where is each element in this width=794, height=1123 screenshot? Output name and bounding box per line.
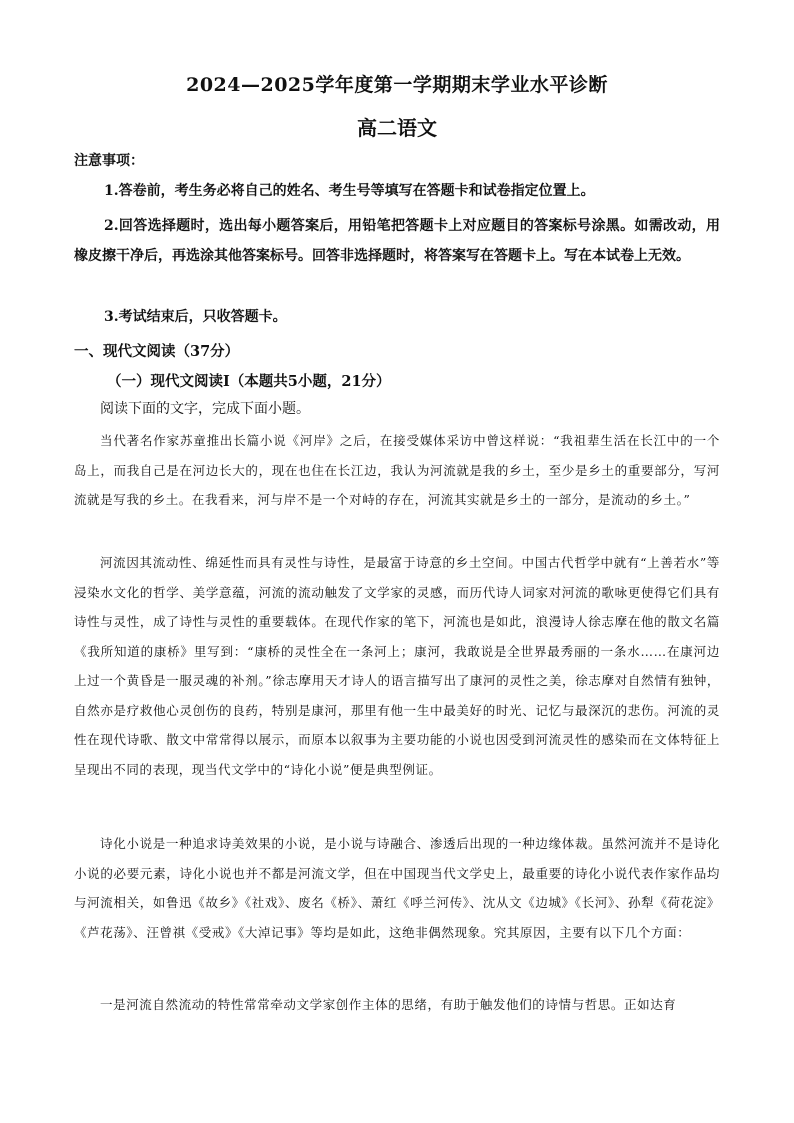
notice-heading: 注意事项： xyxy=(74,153,144,169)
subsection-heading: （一）现代文阅读Ⅰ（本题共5小题，21分） xyxy=(107,373,391,390)
passage-paragraph-2: 河流因其流动性、绵延性而具有灵性与诗性，是最富于诗意的乡土空间。中国古代哲学中就有“上善若水”等浸染水文化的哲学、美学意蕴，河流的流动触发了文学家的灵感，而历代诗人词家对河流的歌咏更使得它们具有诗性与灵性，成了诗性与灵性的重要载体。在现代作家的笔下，河流也是如此，浪漫诗人徐志摩在他的散文名篇《我所知道的康桥》里写到：“康桥的灵性全在一条河上；康河，我敢说是全世界最秀丽的一条水……在康河边上过一个黄昏是一服灵魂的补剂。”徐志摩用天才诗人的语言描写出了康河的灵性之美，徐志摩对自然情有独钟，自然亦是疗救他心灵创伤的良药，特别是康河，那里有他一生中最美好的时光、记忆与最深沉的悲伤。河流的灵性在现代诗歌、散文中常常得以展示，而原本以叙事为主要功能的小说也因受到河流灵性的感染而在文体特征上呈现出不同的表现，现当代文学中的“诗化小说”便是典型例证。 xyxy=(74,555,720,777)
section-heading: 一、现代文阅读（37分） xyxy=(74,343,240,360)
exam-subject: 高二语文 xyxy=(357,116,437,140)
notice-item-1: 1.答卷前，考生务必将自己的姓名、考生号等填写在答题卡和试卷指定位置上。 xyxy=(104,183,595,199)
passage-paragraph-3: 诗化小说是一种追求诗美效果的小说，是小说与诗融合、渗透后出现的一种边缘体裁。虽然河流并不是诗化小说的必要元素，诗化小说也并不都是河流文学，但在中国现当代文学史上，最重要的诗化小说代表作家作品均与河流相关，如鲁迅《故乡》《社戏》、废名《桥》、萧红《呼兰河传》、沈从文《边城》《长河》、孙犁《荷花淀》《芦花荡》、汪曾祺《受戒》《大淖记事》等均是如此，这绝非偶然现象。究其原因，主要有以下几个方面： xyxy=(74,836,720,940)
passage-paragraph-4: 一是河流自然流动的特性常常牵动文学家创作主体的思绪，有助于触发他们的诗情与哲思。正如达育 xyxy=(100,997,677,1012)
passage-paragraph-1: 当代著名作家苏童推出长篇小说《河岸》之后，在接受媒体采访中曾这样说：“我祖辈生活在长江中的一个岛上，而我自己是在河边长大的，现在也住在长江边，我认为河流就是我的乡土，至少是乡土的重要部分，写河流就是写我的乡土。在我看来，河与岸不是一个对峙的存在，河流其实就是乡土的一部分，是流动的乡土。” xyxy=(74,433,720,507)
notice-item-2: 2.回答选择题时，选出每小题答案后，用铅笔把答题卡上对应题目的答案标号涂黑。如需改动，用橡皮擦干净后，再选涂其他答案标号。回答非选择题时，将答案写在答题卡上。写在本试卷上无效。 xyxy=(74,218,720,264)
reading-instruction: 阅读下面的文字，完成下面小题。 xyxy=(100,401,310,417)
exam-title: 2024—2025学年度第一学期期末学业水平诊断 xyxy=(186,74,608,96)
notice-item-3: 3.考试结束后，只收答题卡。 xyxy=(104,309,287,325)
